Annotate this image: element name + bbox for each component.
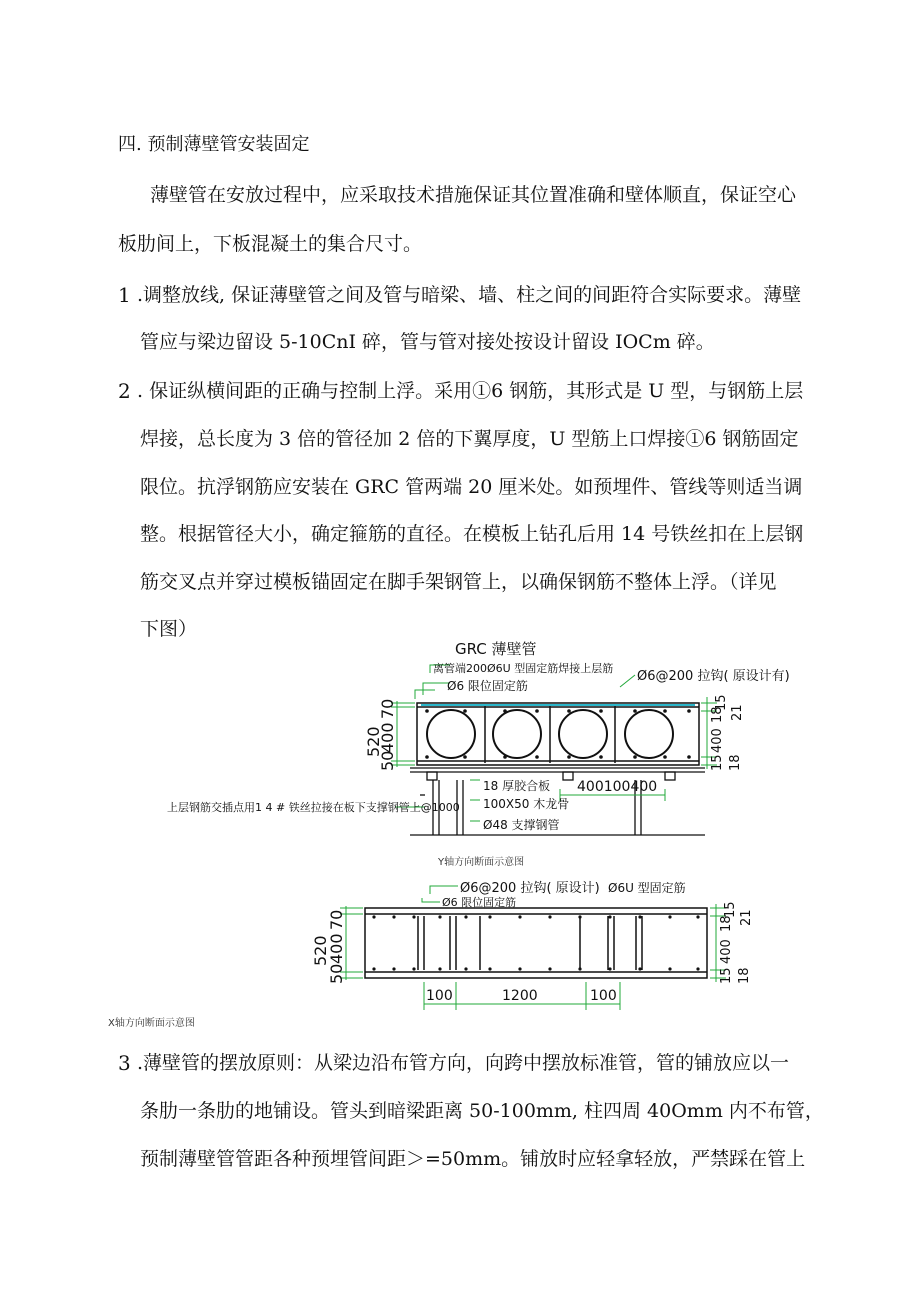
dim-r-15b: 15 bbox=[719, 967, 734, 984]
dim-50: 50 bbox=[378, 750, 397, 771]
dim-r-18b: 18 bbox=[728, 754, 743, 771]
item-2-line-4: 整。根据管径大小，确定箍筋的直径。在模板上钻孔后用 14 号铁丝扣在上层钢 bbox=[140, 523, 804, 545]
label-steel-pipe: Ø48 支撑钢管 bbox=[483, 818, 560, 832]
dim-520: 520 bbox=[311, 935, 330, 966]
figure-y-section bbox=[165, 635, 790, 847]
dim-70: 70 bbox=[378, 698, 397, 719]
dim-400: 400 bbox=[378, 722, 397, 753]
label-tie: Ø6@200 拉钩( 原设计) bbox=[460, 881, 600, 896]
figure-y-caption: Y轴方向断面示意图 bbox=[438, 857, 525, 868]
dim-50: 50 bbox=[327, 963, 346, 984]
label-wire: 上层钢筋交插点用1 4 # 铁丝拉接在板下支撑钢管上@1000 bbox=[167, 801, 460, 814]
rebar-dots bbox=[372, 915, 699, 970]
label-grc: GRC 薄壁管 bbox=[455, 640, 537, 658]
item-2-line-3: 限位。抗浮钢筋应安装在 GRC 管两端 20 厘米处。如预埋件、管线等则适当调 bbox=[140, 476, 803, 498]
item-2-line-1: . 保证纵横间距的正确与控制上浮。采用①6 钢筋，其形式是 U 型，与钢筋上层 bbox=[137, 380, 804, 402]
label-limit: Ø6 限位固定筋 bbox=[447, 679, 528, 693]
grc-pipe bbox=[625, 710, 673, 758]
dim-r-18b: 18 bbox=[737, 967, 752, 984]
dim-r-15b: 15 bbox=[710, 754, 725, 771]
dim-520: 520 bbox=[364, 726, 383, 757]
dim-r-21: 21 bbox=[739, 909, 754, 926]
dim-400: 400 bbox=[327, 933, 346, 964]
item-2-line-6: 下图） bbox=[140, 618, 198, 640]
dim-r-400: 400 bbox=[710, 728, 725, 753]
section-heading: 四. 预制薄壁管安装固定 bbox=[118, 134, 310, 155]
item-3-number: 3 bbox=[118, 1051, 131, 1075]
dim-r-18: 18 bbox=[719, 915, 734, 932]
item-3-line-1: .薄壁管的摆放原则：从梁边沿布管方向，向跨中摆放标准管，管的铺放应以一 bbox=[137, 1052, 790, 1074]
dim-b-1200: 1200 bbox=[502, 988, 538, 1004]
dim-r-15: 15 bbox=[723, 901, 738, 918]
dim-r-21: 21 bbox=[730, 704, 745, 721]
item-2-number: 2 bbox=[118, 379, 131, 403]
label-plywood: 18 厚胶合板 bbox=[483, 779, 551, 793]
item-1-number: 1 bbox=[118, 283, 131, 307]
grc-pipe bbox=[493, 710, 541, 758]
item-2-line-2: 焊接，总长度为 3 倍的管径加 2 倍的下翼厚度，U 型筋上口焊接①6 钢筋固定 bbox=[140, 428, 799, 450]
grc-pipe bbox=[559, 710, 607, 758]
dim-r-15: 15 bbox=[714, 694, 729, 711]
dim-r-18: 18 bbox=[710, 706, 725, 723]
grc-pipe bbox=[427, 710, 475, 758]
item-1-line-2: 管应与梁边留设 5-10CnI 碎，管与管对接处按设计留设 IOCm 碎。 bbox=[140, 331, 715, 353]
slab-outline bbox=[365, 908, 707, 978]
dim-b-100b: 100 bbox=[590, 988, 617, 1004]
item-2-line-5: 筋交叉点并穿过模板锚固定在脚手架钢管上，以确保钢筋不整体上浮。（详见 bbox=[140, 571, 777, 593]
figure-x-section bbox=[290, 872, 770, 1017]
label-u-bar: Ø6U 型固定筋 bbox=[608, 881, 686, 895]
intro-line-1: 薄壁管在安放过程中，应采取技术措施保证其位置准确和壁体顺直，保证空心 bbox=[150, 184, 797, 206]
dim-b-100: 100 bbox=[426, 988, 453, 1004]
figure-x-caption: X轴方向断面示意图 bbox=[108, 1018, 195, 1029]
dim-70: 70 bbox=[327, 909, 346, 930]
item-3-line-2: 条肋一条肋的地铺设。管头到暗梁距离 50-100mm, 柱四周 40Omm 内不布管， bbox=[140, 1100, 824, 1122]
item-1-line-1: .调整放线, 保证薄壁管之间及管与暗梁、墙、柱之间的间距符合实际要求。薄壁 bbox=[137, 284, 802, 306]
item-3-line-3: 预制薄壁管管距各种预埋管间距＞=50mm。铺放时应轻拿轻放，严禁踩在管上 bbox=[140, 1148, 806, 1170]
label-limit: Ø6 限位固定筋 bbox=[442, 896, 517, 909]
label-top-bar: 离管端200Ø6U 型固定筋焊接上层筋 bbox=[433, 662, 614, 675]
label-tie: Ø6@200 拉钩( 原设计有) bbox=[637, 669, 790, 684]
dim-r-400: 400 bbox=[719, 939, 734, 964]
label-spacing: 400100400 bbox=[577, 779, 658, 795]
label-timber: 100X50 木龙骨 bbox=[483, 797, 570, 811]
intro-line-2: 板肋间上，下板混凝土的集合尺寸。 bbox=[118, 233, 423, 255]
